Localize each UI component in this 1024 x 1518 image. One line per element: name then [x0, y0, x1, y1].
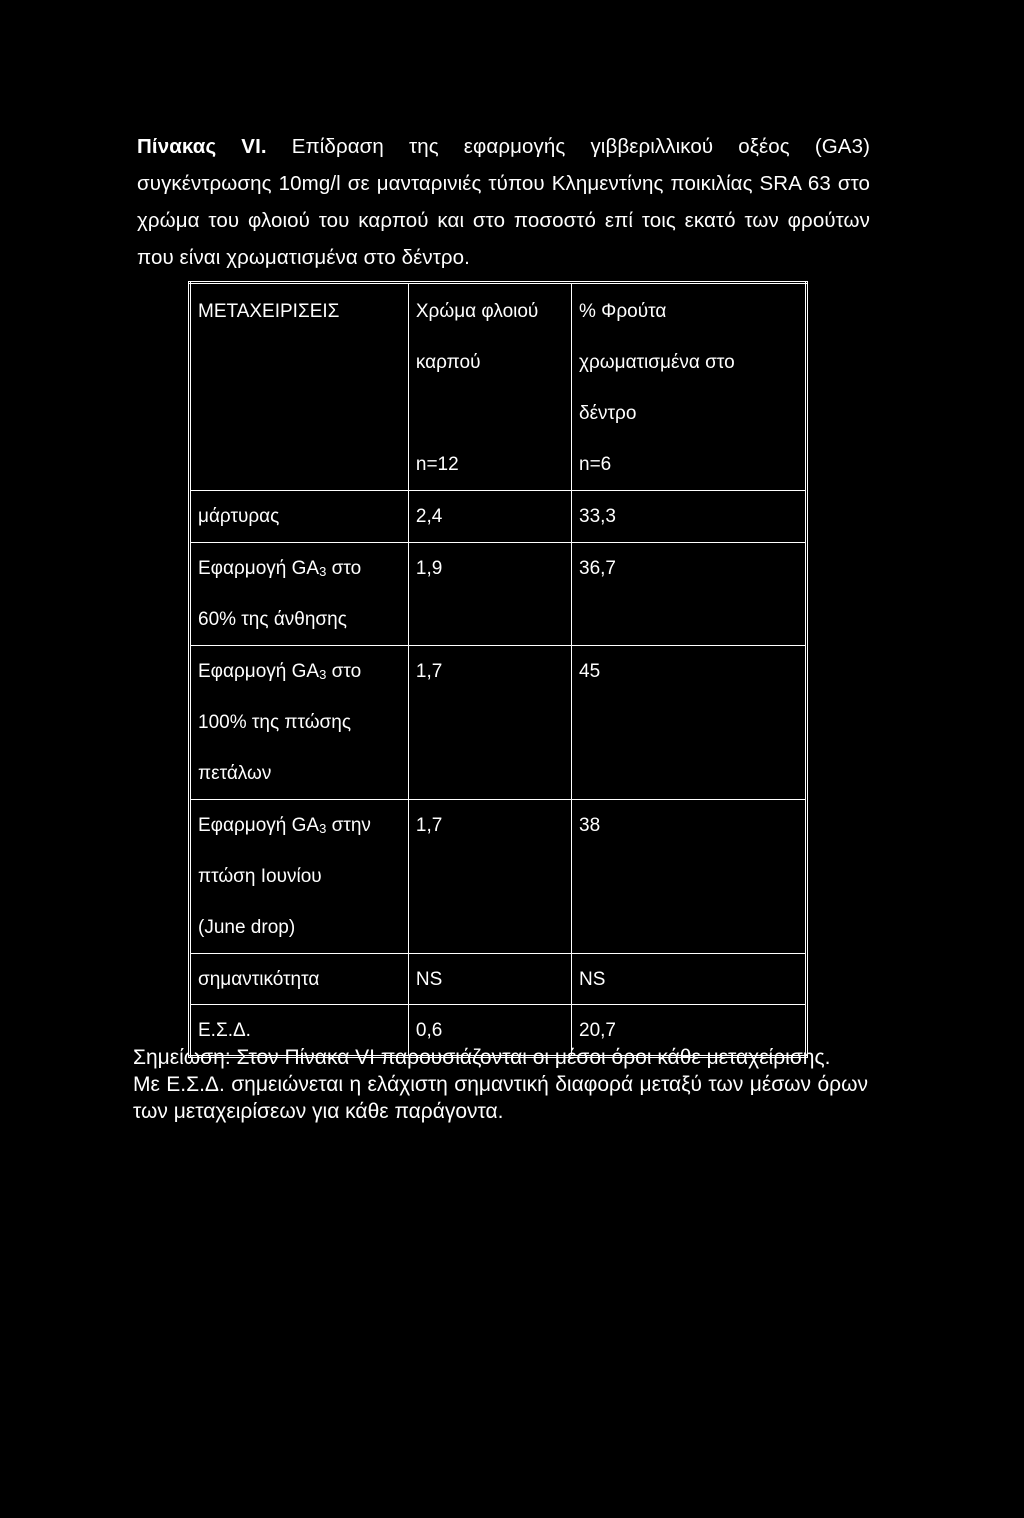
results-table: [188, 281, 808, 1058]
row-peel-color: 1,7: [408, 800, 571, 954]
caption-label: Πίνακας VI.: [137, 135, 267, 158]
header-peel-color: Χρώμα φλοιού καρπού n=12: [408, 283, 571, 491]
row-label: σημαντικότητα: [190, 954, 409, 1005]
note-line-1: Σημείωση: Στον Πίνακα VI παρουσιάζονται οι μέσοι όροι κάθε μεταχείρισης.: [133, 1046, 831, 1069]
header-colored-fruit-percent: % Φρούτα χρωματισμένα στο δέντρο n=6: [572, 283, 807, 491]
header-colored-fruit-n: n=6: [579, 454, 612, 475]
row-peel-color: 1,9: [408, 543, 571, 646]
caption-text: Επίδραση της εφαρμογής γιββεριλλικού οξέος (GA3) συγκέντρωσης 10mg/l σε μανταρινιές τύπου Κλημεντίνης ποικιλίας SRA 63 στο χρώμα του φλοιού του καρπού και στο ποσοστό επί τοις εκατό των φρούτων που είναι χρωματισμένα στο δέντρο.: [137, 135, 870, 269]
row-peel-color: NS: [408, 954, 571, 1005]
row-peel-color: 1,7: [408, 646, 571, 800]
header-treatments: ΜΕΤΑΧΕΙΡΙΣΕΙΣ: [190, 283, 409, 491]
table-row: [190, 543, 807, 646]
table-header-row: [190, 283, 807, 491]
row-label: μάρτυρας: [190, 491, 409, 543]
table-row: [190, 954, 807, 1005]
header-peel-color-n: n=12: [415, 454, 459, 475]
row-label: Εφαρμογή $GA_3$ στο 100% της πτώσης πετάλων: [190, 646, 409, 800]
row-colored-percent: 20,7: [572, 1005, 807, 1057]
table-note: [133, 1044, 868, 1125]
row-colored-percent: 33,3: [572, 491, 807, 543]
row-label: Ε.Σ.Δ.: [190, 1005, 409, 1057]
table-row: [190, 491, 807, 543]
row-label: Εφαρμογή $GA_3$ στο 60% της άνθησης: [190, 543, 409, 646]
row-peel-color: 0,6: [408, 1005, 571, 1057]
row-colored-percent: 38: [572, 800, 807, 954]
row-colored-percent: NS: [572, 954, 807, 1005]
table-row: [190, 800, 807, 954]
row-label: Εφαρμογή $GA_3$ στην πτώση Ιουνίου (June drop): [190, 800, 409, 954]
row-colored-percent: 36,7: [572, 543, 807, 646]
table-row: [190, 646, 807, 800]
table-caption: [137, 128, 870, 276]
row-colored-percent: 45: [572, 646, 807, 800]
note-line-2: Με Ε.Σ.Δ. σημειώνεται η ελάχιστη σημαντική διαφορά μεταξύ των μέσων όρων των μεταχειρίσεων για κάθε παράγοντα.: [133, 1073, 868, 1123]
row-peel-color: 2,4: [408, 491, 571, 543]
